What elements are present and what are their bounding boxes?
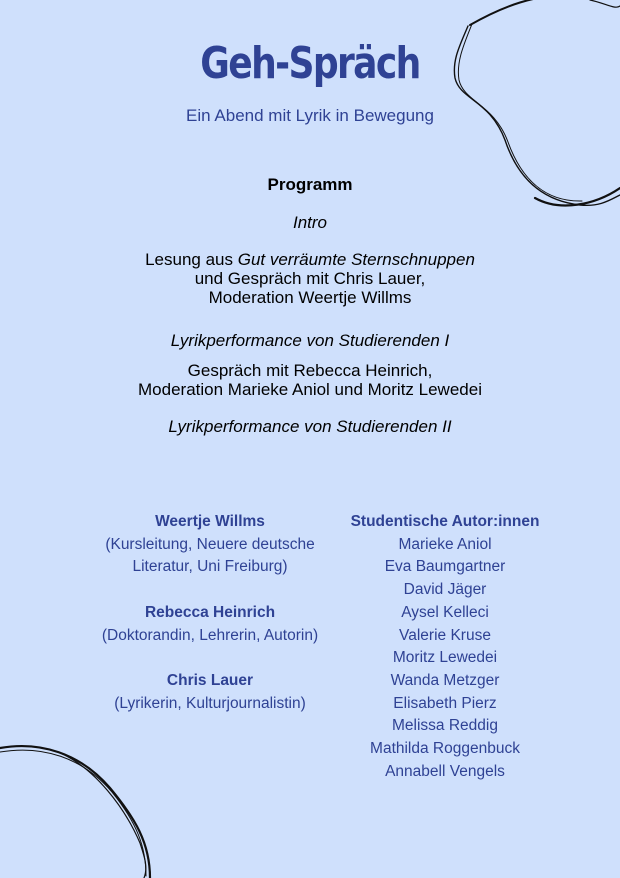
student-name: David Jäger bbox=[403, 581, 487, 599]
person-role: Literatur, Uni Freiburg) bbox=[132, 558, 288, 576]
students-column bbox=[330, 511, 560, 783]
person-role: (Kursleitung, Neuere deutsche bbox=[105, 535, 315, 553]
student-name: Melissa Reddig bbox=[392, 717, 498, 735]
program-performance-1: Lyrikperformance von Studierenden I bbox=[170, 331, 450, 350]
person-role: (Doktorandin, Lehrerin, Autorin) bbox=[101, 626, 319, 644]
program-intro: Intro bbox=[292, 213, 328, 232]
program-section bbox=[0, 175, 620, 436]
student-name: Aysel Kelleci bbox=[401, 603, 489, 621]
person-name: Rebecca Heinrich bbox=[144, 603, 276, 621]
page-subtitle: Ein Abend mit Lyrik in Bewegung bbox=[186, 106, 434, 125]
people-column bbox=[80, 511, 340, 715]
student-name: Wanda Metzger bbox=[390, 671, 500, 689]
students-heading: Studentische Autor:innen bbox=[350, 513, 540, 530]
reading-book-title: Gut verräumte Sternschnuppen bbox=[237, 250, 475, 269]
reading-line-3: Moderation Weertje Willms bbox=[208, 288, 412, 307]
person-role: (Lyrikerin, Kulturjournalistin) bbox=[114, 694, 306, 712]
student-name: Elisabeth Pierz bbox=[393, 694, 497, 712]
reading-prefix: Lesung aus bbox=[145, 250, 238, 269]
talk-line-2: Moderation Marieke Aniol und Moritz Lewedei bbox=[138, 380, 482, 399]
student-name: Annabell Vengels bbox=[385, 762, 505, 780]
program-performance-2: Lyrikperformance von Studierenden II bbox=[168, 417, 452, 436]
page-title: Geh-Spräch bbox=[200, 38, 420, 89]
reading-line-2: und Gespräch mit Chris Lauer, bbox=[194, 269, 426, 288]
student-name: Moritz Lewedei bbox=[392, 649, 498, 667]
person-name: Weertje Willms bbox=[155, 513, 265, 530]
student-name: Mathilda Roggenbuck bbox=[370, 740, 520, 758]
program-heading: Programm bbox=[267, 175, 353, 194]
program-reading bbox=[0, 250, 620, 269]
talk-line-1: Gespräch mit Rebecca Heinrich, bbox=[187, 361, 433, 380]
person-name: Chris Lauer bbox=[166, 671, 254, 689]
decorative-swirl-bottom-left bbox=[0, 743, 160, 878]
student-name: Eva Baumgartner bbox=[384, 558, 506, 576]
student-name: Marieke Aniol bbox=[398, 535, 492, 553]
student-name: Valerie Kruse bbox=[399, 626, 491, 644]
